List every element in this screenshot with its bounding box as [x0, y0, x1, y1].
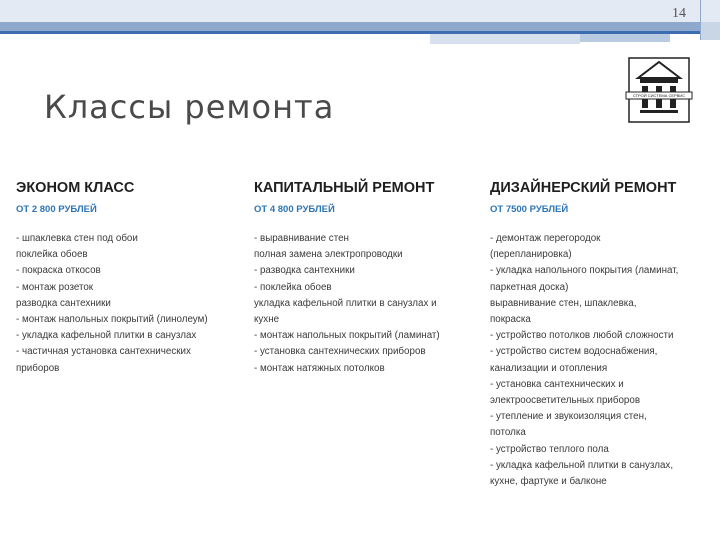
- list-item: - покраска откосов: [16, 265, 101, 277]
- list-item: потолка: [490, 427, 526, 439]
- column-items: [490, 231, 678, 490]
- list-item: паркетная доска): [490, 281, 569, 293]
- column-heading: ЭКОНОМ КЛАСС: [16, 180, 135, 196]
- list-item: - устройство потолков любой сложности: [490, 330, 674, 342]
- list-item: покраска: [490, 314, 531, 326]
- list-item: - демонтаж перегородок: [490, 233, 601, 244]
- list-item: - поклейка обоев: [254, 281, 332, 293]
- column-heading: ДИЗАЙНЕРСКИЙ РЕМОНТ: [490, 180, 677, 196]
- list-item: - монтаж напольных покрытий (линолеум): [16, 314, 208, 326]
- list-item: - монтаж натяжных потолков: [254, 362, 385, 374]
- list-item: - укладка кафельной плитки в санузлах: [16, 330, 197, 342]
- list-item: канализации и отопления: [490, 362, 608, 374]
- list-item: кухне, фартуке и балконе: [490, 476, 607, 488]
- list-item: - установка сантехнических приборов: [254, 346, 426, 358]
- header-bar-side: [700, 22, 720, 40]
- list-item: - устройство систем водоснабжения,: [490, 346, 658, 358]
- list-item: - укладка напольного покрытия (ламинат,: [490, 265, 679, 277]
- list-item: - выравнивание стен: [254, 233, 349, 244]
- header-bar-accent-right: [580, 34, 670, 42]
- list-item: - монтаж розеток: [16, 281, 94, 293]
- list-item: выравнивание стен, шпаклевка,: [490, 297, 637, 309]
- column-price: ОТ 7500 РУБЛЕЙ: [490, 204, 569, 215]
- list-item: - шпаклевка стен под обои: [16, 233, 138, 244]
- column-designer: [490, 180, 678, 490]
- logo-text: СТРОЙ СИСТЕМА СЕРВИС: [632, 93, 686, 98]
- list-item: - частичная установка сантехнических: [16, 346, 191, 358]
- list-item: полная замена электропроводки: [254, 249, 403, 261]
- column-price: ОТ 4 800 РУБЛЕЙ: [254, 204, 335, 215]
- column-items: [254, 231, 440, 377]
- list-item: укладка кафельной плитки в санузлах и: [254, 297, 437, 309]
- list-item: приборов: [16, 362, 60, 374]
- list-item: - монтаж напольных покрытий (ламинат): [254, 330, 440, 342]
- column-items: [16, 231, 208, 377]
- header-bar-mid: [0, 22, 700, 31]
- list-item: - устройство теплого пола: [490, 443, 609, 455]
- list-item: - укладка кафельной плитки в санузлах,: [490, 459, 674, 471]
- header-bar-light: [0, 0, 720, 22]
- logo-graphic: [624, 52, 694, 132]
- list-item: кухне: [254, 314, 280, 326]
- page-title: Классы ремонта: [44, 88, 335, 126]
- column-price: ОТ 2 800 РУБЛЕЙ: [16, 204, 97, 215]
- list-item: электроосветительных приборов: [490, 395, 641, 407]
- column-capital: [254, 180, 440, 377]
- list-item: - установка сантехнических и: [490, 378, 624, 390]
- column-economy: [16, 180, 208, 377]
- column-heading: КАПИТАЛЬНЫЙ РЕМОНТ: [254, 180, 435, 196]
- list-item: (перепланировка): [490, 249, 572, 261]
- list-item: поклейка обоев: [16, 249, 88, 261]
- list-item: - утепление и звукоизоляция стен,: [490, 411, 647, 423]
- header-bar-divider: [700, 0, 701, 40]
- page-number: 14: [672, 6, 686, 21]
- list-item: разводка сантехники: [16, 297, 111, 309]
- header-bar-accent-left: [430, 34, 580, 44]
- list-item: - разводка сантехники: [254, 265, 355, 277]
- building-house-logo: [624, 52, 694, 132]
